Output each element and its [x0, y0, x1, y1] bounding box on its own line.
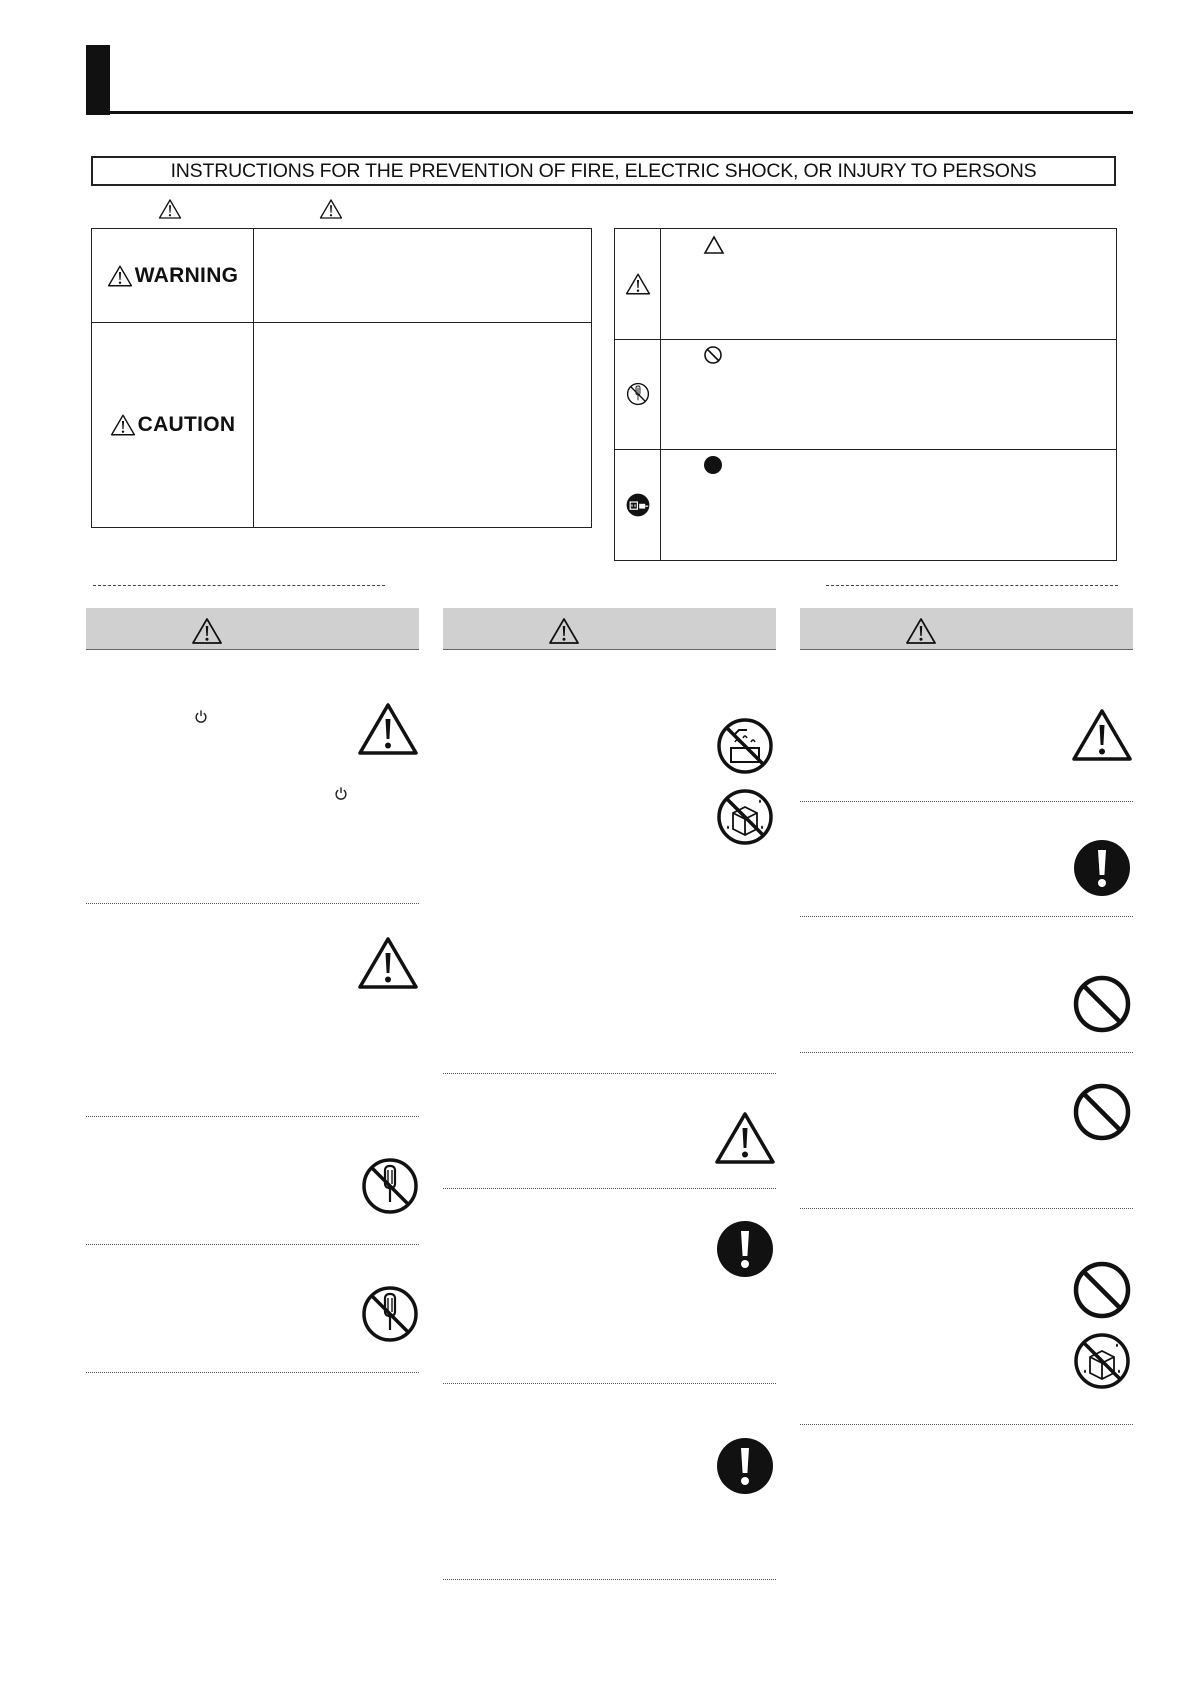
caution-label: CAUTION — [137, 412, 236, 436]
dotted-separator — [86, 1244, 419, 1245]
caution-icon — [356, 935, 420, 991]
hazard-levels-table — [91, 228, 592, 528]
caution-label-cell — [92, 322, 254, 527]
mandatory-symbol-row — [615, 449, 1116, 560]
column-3-header — [800, 608, 1133, 650]
caution-icon — [1070, 707, 1134, 763]
symbols-legend-table — [614, 228, 1117, 561]
dotted-separator — [86, 1372, 419, 1373]
instructions-title-box — [91, 156, 1116, 186]
warning-row — [92, 229, 591, 323]
dotted-separator — [86, 1116, 419, 1117]
instructions-title: INSTRUCTIONS FOR THE PREVENTION OF FIRE, ELECTRIC SHOCK, OR INJURY TO PERSONS — [170, 159, 1037, 182]
no-liquid-icon — [715, 787, 775, 847]
caution-row — [92, 322, 591, 527]
dotted-separator — [800, 1424, 1133, 1425]
column-2-header — [443, 608, 776, 650]
unplug-icon — [626, 493, 650, 517]
outline-triangle-icon — [703, 235, 725, 255]
warning-label-cell — [92, 229, 254, 322]
column-1-header — [86, 608, 419, 650]
section-title-rule — [86, 111, 1133, 114]
power-icon — [194, 709, 208, 723]
dashed-separator — [93, 585, 385, 586]
no-disassemble-icon — [360, 1156, 420, 1216]
warning-triangle-icon — [191, 617, 223, 645]
no-water-icon — [715, 716, 775, 776]
dotted-separator — [443, 1579, 776, 1580]
prohibition-icon — [1072, 1260, 1132, 1320]
prohibition-symbol-row — [615, 339, 1116, 450]
power-icon — [334, 786, 348, 800]
dotted-separator — [443, 1383, 776, 1384]
dotted-separator — [86, 903, 419, 904]
dotted-separator — [443, 1188, 776, 1189]
mandatory-icon — [715, 1436, 775, 1496]
warning-triangle-icon — [905, 617, 937, 645]
dashed-separator — [826, 585, 1118, 586]
warning-triangle-icon — [319, 198, 343, 220]
warning-triangle-icon — [158, 198, 182, 220]
filled-circle-icon — [703, 455, 723, 475]
caution-icon — [713, 1110, 777, 1166]
warning-triangle-icon — [107, 264, 133, 288]
prohibition-icon — [1072, 1082, 1132, 1142]
no-liquid-icon — [1072, 1331, 1132, 1391]
dotted-separator — [443, 1073, 776, 1074]
triangle-exclamation-icon — [625, 272, 651, 296]
dotted-separator — [800, 1208, 1133, 1209]
prohibition-icon — [1072, 974, 1132, 1034]
caution-icon — [356, 701, 420, 757]
section-title-bar — [86, 45, 110, 115]
mandatory-icon — [715, 1219, 775, 1279]
prohibition-circle-icon — [703, 345, 723, 365]
no-disassemble-icon — [360, 1284, 420, 1344]
dotted-separator — [800, 916, 1133, 917]
no-disassemble-icon — [626, 382, 650, 406]
warning-triangle-icon — [110, 413, 136, 437]
caution-symbol-row — [615, 229, 1116, 340]
mandatory-icon — [1072, 838, 1132, 898]
dotted-separator — [800, 1052, 1133, 1053]
dotted-separator — [800, 801, 1133, 802]
warning-triangle-icon — [548, 617, 580, 645]
warning-label: WARNING — [134, 263, 239, 287]
